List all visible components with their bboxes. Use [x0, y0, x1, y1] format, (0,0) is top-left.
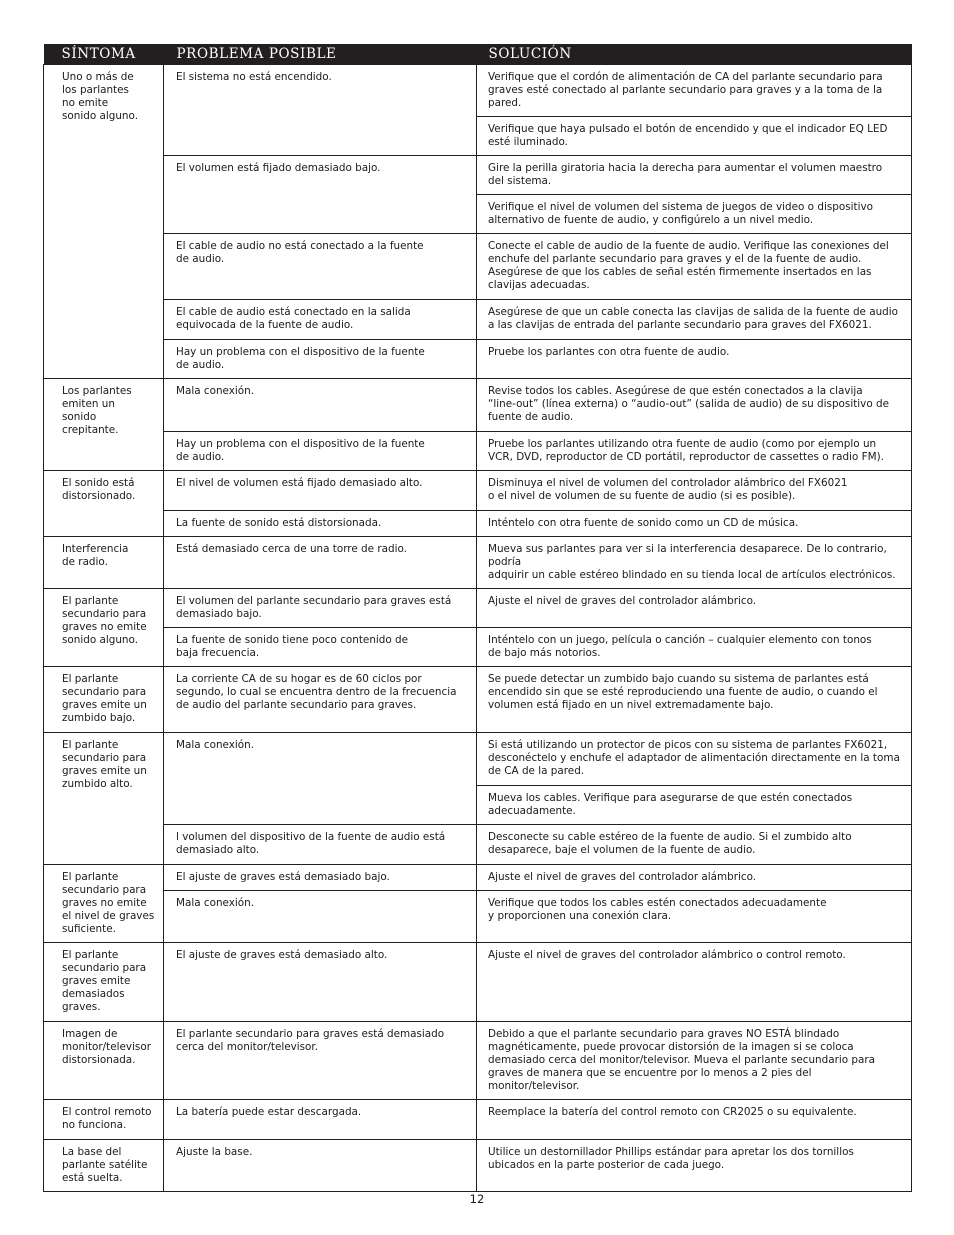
table-row: [44, 379, 912, 432]
solution-cell: Conecte el cable de audio de la fuente de audio. Verifique las conexiones del enchufe del parlante secundario para graves y el de la fuente de audio. Asegúrese de que los cables de señal estén firmemente insertados en las clavijas adecuadas.: [477, 234, 912, 300]
table-row: [44, 733, 912, 786]
problem-cell: Mala conexión.: [164, 891, 477, 943]
table-row: [44, 1100, 912, 1140]
solution-cell: Disminuya el nivel de volumen del controlador alámbrico del FX6021 o el nivel de volumen de su fuente de audio (si es posible).: [477, 471, 912, 511]
solution-cell: Verifique que haya pulsado el botón de encendido y que el indicador EQ LED esté iluminado.: [477, 117, 912, 156]
table-row: [44, 156, 912, 195]
solution-cell: Se puede detectar un zumbido bajo cuando su sistema de parlantes está encendido sin que se esté reproduciendo una fuente de audio, o cuando el volumen está fijado en un nivel extremadamente bajo.: [477, 667, 912, 733]
table-row: [44, 1022, 912, 1100]
problem-cell: La corriente CA de su hogar es de 60 ciclos por segundo, lo cual se encuentra dentro de la frecuencia de audio del parlante secundario para graves.: [164, 667, 477, 733]
problem-cell: El ajuste de graves está demasiado alto.: [164, 943, 477, 1022]
symptom-cell: El parlante secundario para graves emite un zumbido bajo.: [44, 667, 164, 733]
problem-cell: La fuente de sonido tiene poco contenido de baja frecuencia.: [164, 628, 477, 667]
header-symptom: SÍNTOMA: [44, 44, 164, 65]
problem-cell: El volumen del parlante secundario para graves está demasiado bajo.: [164, 589, 477, 628]
solution-cell: Gire la perilla giratoria hacia la derecha para aumentar el volumen maestro del sistema.: [477, 156, 912, 195]
problem-cell: Hay un problema con el dispositivo de la fuente de audio.: [164, 340, 477, 379]
problem-cell: El ajuste de graves está demasiado bajo.: [164, 865, 477, 891]
table-row: [44, 589, 912, 628]
solution-cell: Revise todos los cables. Asegúrese de que estén conectados a la clavija “line-out” (línea externa) o “audio-out” (salida de audio) de su dispositivo de fuente de audio.: [477, 379, 912, 432]
solution-cell: Utilice un destornillador Phillips estándar para apretar los dos tornillos ubicados en la parte posterior de cada juego.: [477, 1140, 912, 1192]
problem-cell: l volumen del dispositivo de la fuente de audio está demasiado alto.: [164, 825, 477, 865]
solution-cell: Verifique que el cordón de alimentación de CA del parlante secundario para graves esté conectado al parlante secundario para graves y a la toma de la pared.: [477, 65, 912, 117]
symptom-cell: El parlante secundario para graves emite demasiados graves.: [44, 943, 164, 1022]
problem-cell: El nivel de volumen está fijado demasiado alto.: [164, 471, 477, 511]
problem-cell: El sistema no está encendido.: [164, 65, 477, 156]
solution-cell: Desconecte su cable estéreo de la fuente de audio. Si el zumbido alto desaparece, baje el volumen de la fuente de audio.: [477, 825, 912, 865]
solution-cell: Ajuste el nivel de graves del controlador alámbrico o control remoto.: [477, 943, 912, 1022]
solution-cell: Debido a que el parlante secundario para graves NO ESTÁ blindado magnéticamente, puede provocar distorsión de la imagen si se coloca demasiado cerca del monitor/televisor. Mueva el parlante secundario para graves de manera que se encuentre por lo menos a 2 pies del monitor/televisor.: [477, 1022, 912, 1100]
problem-cell: La batería puede estar descargada.: [164, 1100, 477, 1140]
table-row: [44, 65, 912, 117]
table-row: [44, 1140, 912, 1192]
solution-cell: Ajuste el nivel de graves del controlador alámbrico.: [477, 589, 912, 628]
table-row: [44, 300, 912, 340]
table-row: [44, 471, 912, 511]
header-solution: SOLUCIÓN: [477, 44, 912, 65]
solution-cell: Reemplace la batería del control remoto con CR2025 o su equivalente.: [477, 1100, 912, 1140]
table-row: [44, 865, 912, 891]
symptom-cell: Los parlantes emiten un sonido crepitante.: [44, 379, 164, 471]
symptom-cell: Uno o más de los parlantes no emite sonido alguno.: [44, 65, 164, 379]
problem-cell: La fuente de sonido está distorsionada.: [164, 511, 477, 537]
problem-cell: El cable de audio está conectado en la salida equivocada de la fuente de audio.: [164, 300, 477, 340]
table-header-row: [44, 44, 912, 65]
solution-cell: Inténtelo con otra fuente de sonido como un CD de música.: [477, 511, 912, 537]
table-row: [44, 825, 912, 865]
solution-cell: Asegúrese de que un cable conecta las clavijas de salida de la fuente de audio a las clavijas de entrada del parlante secundario para graves del FX6021.: [477, 300, 912, 340]
table-row: [44, 537, 912, 589]
symptom-cell: Interferencia de radio.: [44, 537, 164, 589]
problem-cell: Ajuste la base.: [164, 1140, 477, 1192]
troubleshooting-table: [43, 44, 912, 1192]
solution-cell: Verifique el nivel de volumen del sistema de juegos de video o dispositivo alternativo de fuente de audio, y configúrelo a un nivel medio.: [477, 195, 912, 234]
problem-cell: El volumen está fijado demasiado bajo.: [164, 156, 477, 234]
solution-cell: Si está utilizando un protector de picos con su sistema de parlantes FX6021, desconéctelo y enchufe el adaptador de alimentación directamente en la toma de CA de la pared.: [477, 733, 912, 786]
problem-cell: El cable de audio no está conectado a la fuente de audio.: [164, 234, 477, 300]
problem-cell: Mala conexión.: [164, 379, 477, 432]
header-problem: PROBLEMA POSIBLE: [164, 44, 477, 65]
symptom-cell: La base del parlante satélite está suelta.: [44, 1140, 164, 1192]
table-row: [44, 628, 912, 667]
table-row: [44, 891, 912, 943]
solution-cell: Ajuste el nivel de graves del controlador alámbrico.: [477, 865, 912, 891]
troubleshooting-page: [43, 44, 911, 1192]
solution-cell: Mueva sus parlantes para ver si la interferencia desaparece. De lo contrario, podría adquirir un cable estéreo blindado en su tienda local de artículos electrónicos.: [477, 537, 912, 589]
problem-cell: Está demasiado cerca de una torre de radio.: [164, 537, 477, 589]
solution-cell: Pruebe los parlantes utilizando otra fuente de audio (como por ejemplo un VCR, DVD, reproductor de CD portátil, reproductor de cassettes o radio FM).: [477, 432, 912, 471]
table-row: [44, 511, 912, 537]
table-row: [44, 234, 912, 300]
symptom-cell: El parlante secundario para graves emite un zumbido alto.: [44, 733, 164, 865]
solution-cell: Pruebe los parlantes con otra fuente de audio.: [477, 340, 912, 379]
table-row: [44, 432, 912, 471]
symptom-cell: Imagen de monitor/televisor distorsionada.: [44, 1022, 164, 1100]
problem-cell: El parlante secundario para graves está demasiado cerca del monitor/televisor.: [164, 1022, 477, 1100]
symptom-cell: El control remoto no funciona.: [44, 1100, 164, 1140]
problem-cell: Hay un problema con el dispositivo de la fuente de audio.: [164, 432, 477, 471]
table-row: [44, 943, 912, 1022]
symptom-cell: El parlante secundario para graves no emite sonido alguno.: [44, 589, 164, 667]
table-row: [44, 340, 912, 379]
table-row: [44, 667, 912, 733]
solution-cell: Inténtelo con un juego, película o canción – cualquier elemento con tonos de bajo más notorios.: [477, 628, 912, 667]
solution-cell: Mueva los cables. Verifique para asegurarse de que estén conectados adecuadamente.: [477, 786, 912, 825]
symptom-cell: El sonido está distorsionado.: [44, 471, 164, 537]
solution-cell: Verifique que todos los cables estén conectados adecuadamente y proporcionen una conexión clara.: [477, 891, 912, 943]
page-number: 12: [469, 1192, 485, 1206]
symptom-cell: El parlante secundario para graves no emite el nivel de graves suficiente.: [44, 865, 164, 943]
problem-cell: Mala conexión.: [164, 733, 477, 825]
